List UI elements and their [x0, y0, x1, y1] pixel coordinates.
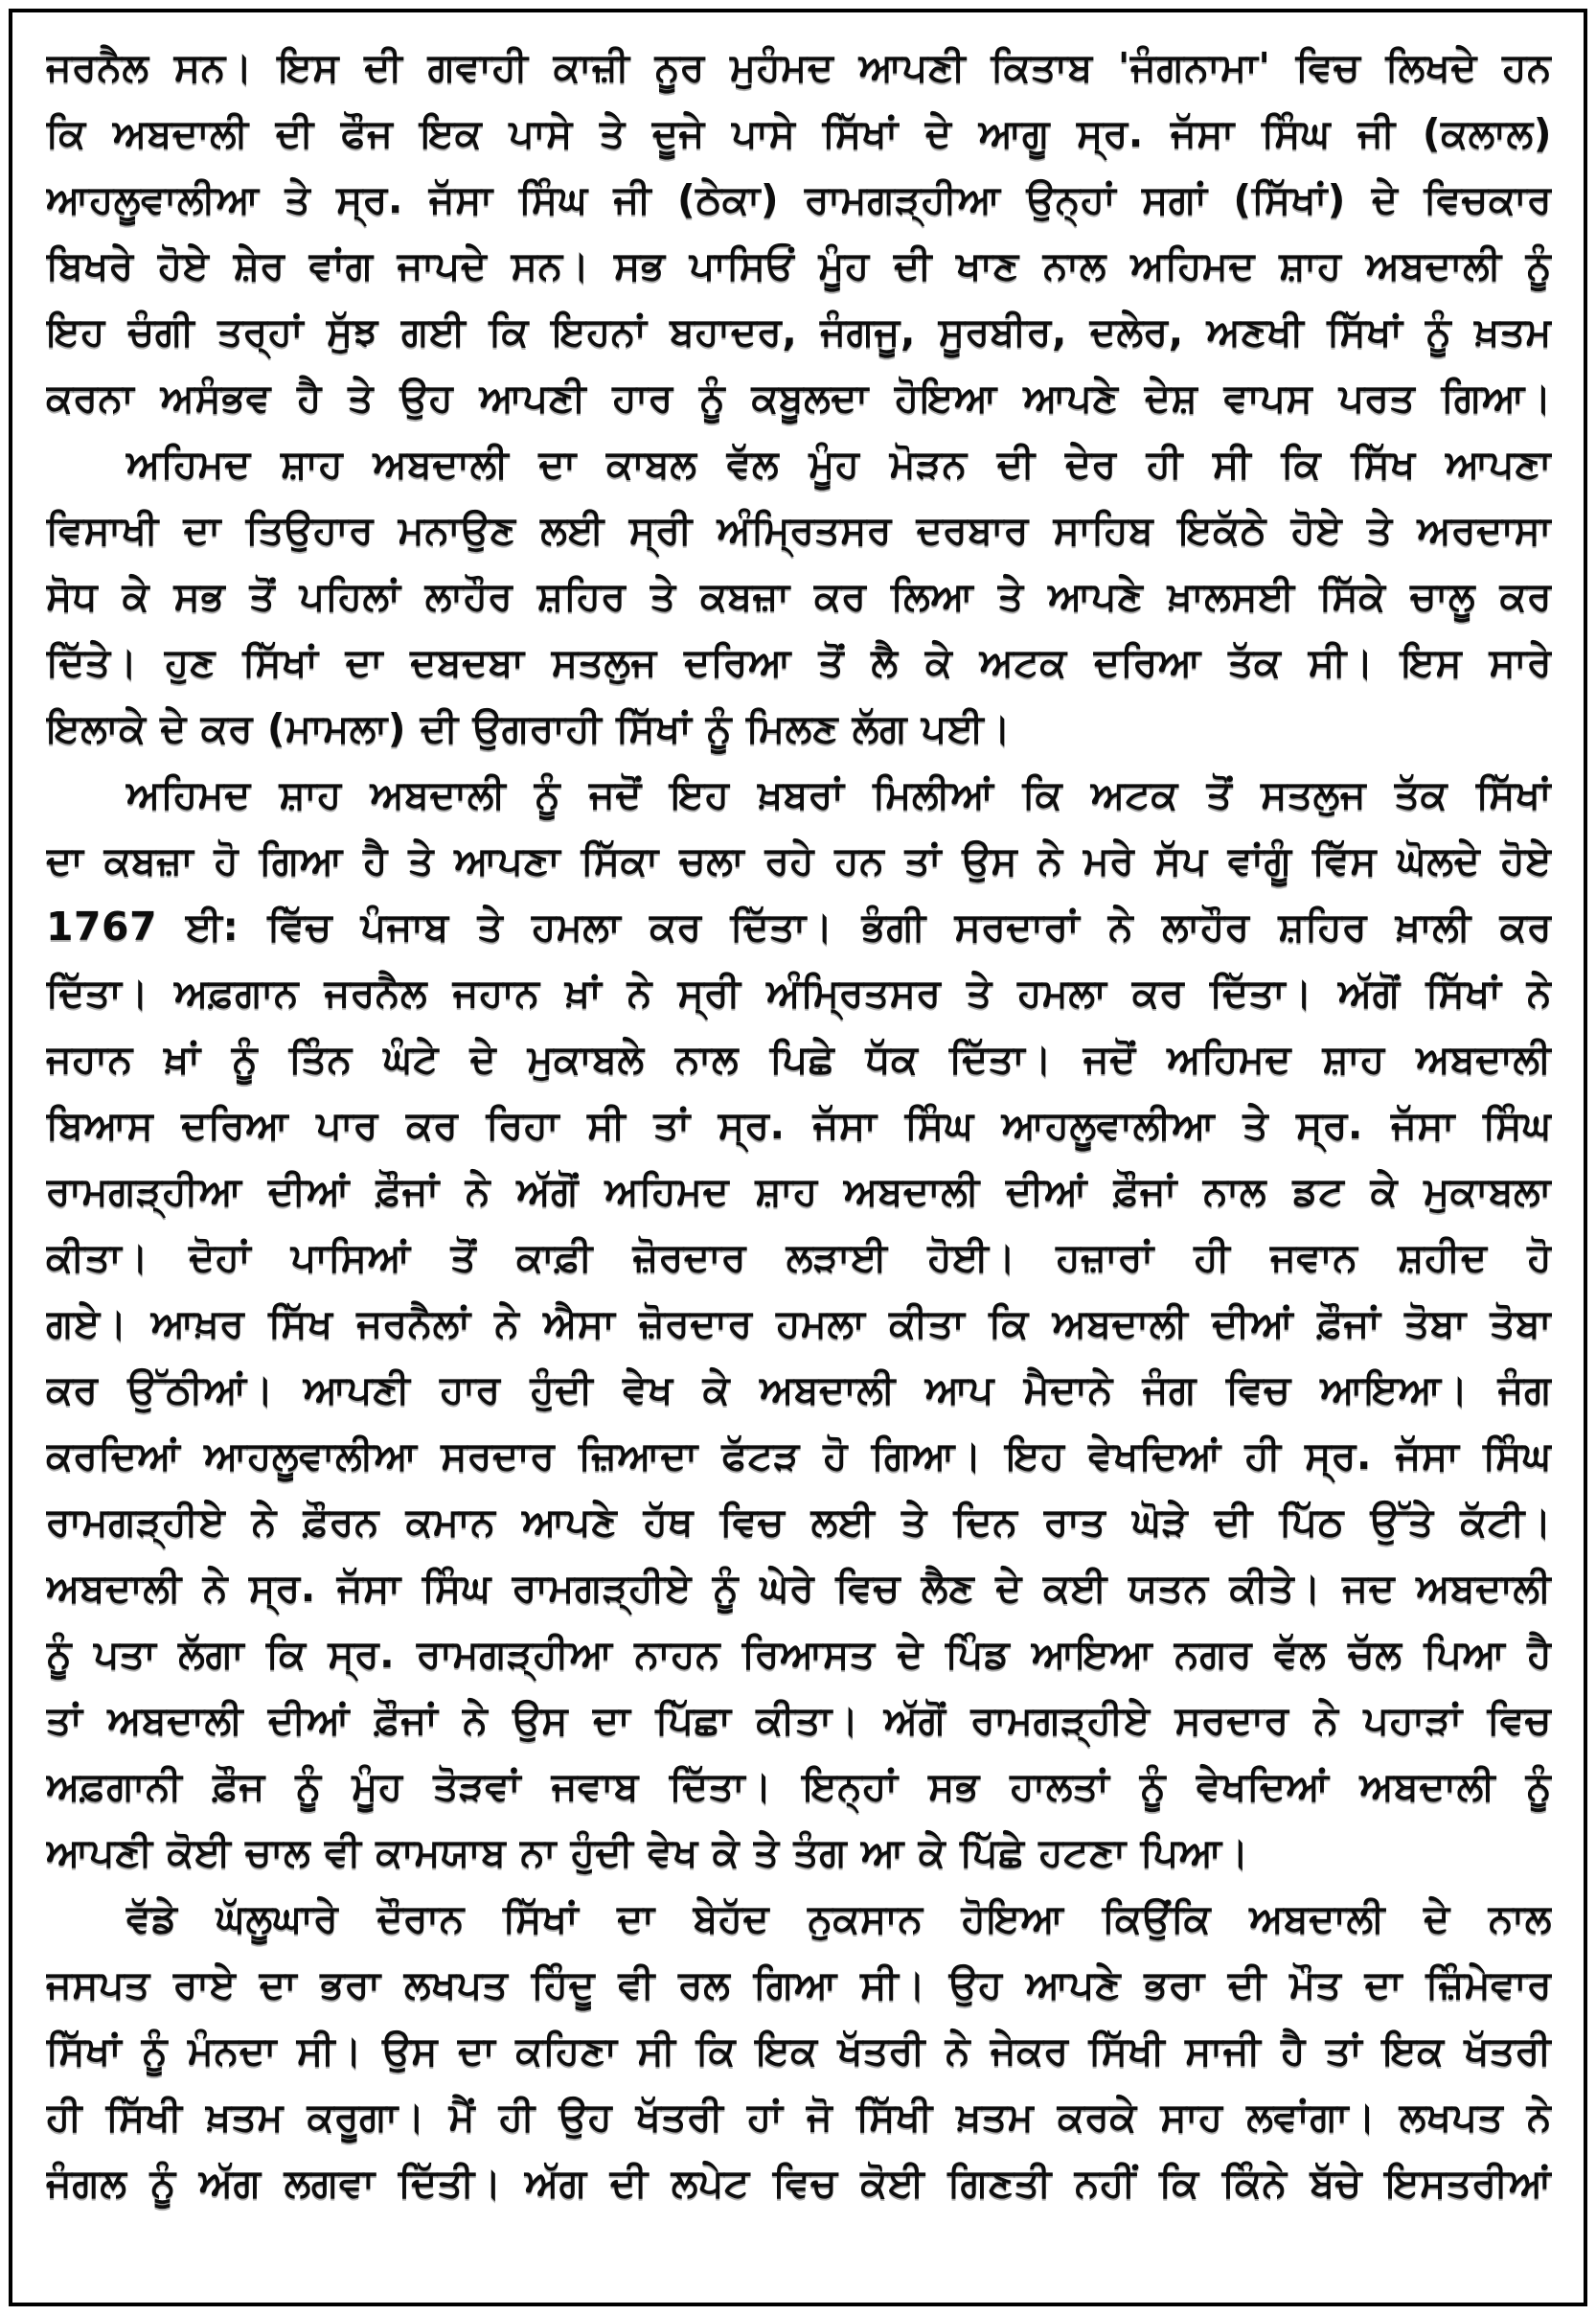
text-line: ਅਬਦਾਲੀ ਨੇ ਸ੍ਰ. ਜੱਸਾ ਸਿੰਘ ਰਾਮਗੜ੍ਹੀਏ ਨੂੰ ਘੇਰੇ ਵਿਚ ਲੈਣ ਦੇ ਕਈ ਯਤਨ ਕੀਤੇ। ਜਦ ਅਬਦਾਲੀ [46, 1565, 1552, 1611]
text-line: ਸਿੱਖਾਂ ਨੂੰ ਮੰਨਦਾ ਸੀ। ਉਸ ਦਾ ਕਹਿਣਾ ਸੀ ਕਿ ਇਕ ਖੱਤਰੀ ਨੇ ਜੇਕਰ ਸਿੱਖੀ ਸਾਜੀ ਹੈ ਤਾਂ ਇਕ ਖੱਤਰੀ [46, 2028, 1552, 2074]
text-line: ਰਾਮਗੜ੍ਹੀਆ ਦੀਆਂ ਫ਼ੌਜਾਂ ਨੇ ਅੱਗੋਂ ਅਹਿਮਦ ਸ਼ਾਹ ਅਬਦਾਲੀ ਦੀਆਂ ਫ਼ੌਜਾਂ ਨਾਲ ਡਟ ਕੇ ਮੁਕਾਬਲਾ [46, 1168, 1552, 1214]
text-line: ਬਿਆਸ ਦਰਿਆ ਪਾਰ ਕਰ ਰਿਹਾ ਸੀ ਤਾਂ ਸ੍ਰ. ਜੱਸਾ ਸਿੰਘ ਆਹਲੂਵਾਲੀਆ ਤੇ ਸ੍ਰ. ਜੱਸਾ ਸਿੰਘ [46, 1102, 1552, 1148]
text-line: 1767 ਈ: ਵਿੱਚ ਪੰਜਾਬ ਤੇ ਹਮਲਾ ਕਰ ਦਿੱਤਾ। ਭੰਗੀ ਸਰਦਾਰਾਂ ਨੇ ਲਾਹੌਰ ਸ਼ਹਿਰ ਖ਼ਾਲੀ ਕਰ [46, 904, 1552, 950]
text-line: ਰਾਮਗੜ੍ਹੀਏ ਨੇ ਫ਼ੌਰਨ ਕਮਾਨ ਆਪਣੇ ਹੱਥ ਵਿਚ ਲਈ ਤੇ ਦਿਨ ਰਾਤ ਘੋੜੇ ਦੀ ਪਿੱਠ ਉੱਤੇ ਕੱਟੀ। [46, 1499, 1552, 1545]
text-line: ਹੀ ਸਿੱਖੀ ਖ਼ਤਮ ਕਰੂਗਾ। ਮੈਂ ਹੀ ਉਹ ਖੱਤਰੀ ਹਾਂ ਜੋ ਸਿੱਖੀ ਖ਼ਤਮ ਕਰਕੇ ਸਾਹ ਲਵਾਂਗਾ। ਲਖਪਤ ਨੇ [46, 2094, 1552, 2140]
text-line: ਦਿੱਤੇ। ਹੁਣ ਸਿੱਖਾਂ ਦਾ ਦਬਦਬਾ ਸਤਲੁਜ ਦਰਿਆ ਤੋਂ ਲੈ ਕੇ ਅਟਕ ਦਰਿਆ ਤੱਕ ਸੀ। ਇਸ ਸਾਰੇ [46, 639, 1552, 685]
text-line: ਸੋਧ ਕੇ ਸਭ ਤੋਂ ਪਹਿਲਾਂ ਲਾਹੌਰ ਸ਼ਹਿਰ ਤੇ ਕਬਜ਼ਾ ਕਰ ਲਿਆ ਤੇ ਆਪਣੇ ਖ਼ਾਲਸਈ ਸਿੱਕੇ ਚਾਲੂ ਕਰ [46, 573, 1552, 619]
text-line: ਆਪਣੀ ਕੋਈ ਚਾਲ ਵੀ ਕਾਮਯਾਬ ਨਾ ਹੁੰਦੀ ਵੇਖ ਕੇ ਤੇ ਤੰਗ ਆ ਕੇ ਪਿੱਛੇ ਹਟਣਾ ਪਿਆ। [46, 1829, 1249, 1875]
text-line: ਜਹਾਨ ਖ਼ਾਂ ਨੂੰ ਤਿੰਨ ਘੰਟੇ ਦੇ ਮੁਕਾਬਲੇ ਨਾਲ ਪਿਛੇ ਧੱਕ ਦਿੱਤਾ। ਜਦੋਂ ਅਹਿਮਦ ਸ਼ਾਹ ਅਬਦਾਲੀ [46, 1036, 1552, 1082]
text-line: ਬਿਖਰੇ ਹੋਏ ਸ਼ੇਰ ਵਾਂਗ ਜਾਪਦੇ ਸਨ। ਸਭ ਪਾਸਿਓਂ ਮੂੰਹ ਦੀ ਖਾਣ ਨਾਲ ਅਹਿਮਦ ਸ਼ਾਹ ਅਬਦਾਲੀ ਨੂੰ [46, 242, 1552, 288]
page-text [46, 34, 1552, 2216]
text-line: ਗਏ। ਆਖ਼ਰ ਸਿੱਖ ਜਰਨੈਲਾਂ ਨੇ ਐਸਾ ਜ਼ੋਰਦਾਰ ਹਮਲਾ ਕੀਤਾ ਕਿ ਅਬਦਾਲੀ ਦੀਆਂ ਫ਼ੌਜਾਂ ਤੋਬਾ ਤੋਬਾ [46, 1300, 1552, 1346]
text-line: ਜੰਗਲ ਨੂੰ ਅੱਗ ਲਗਵਾ ਦਿੱਤੀ। ਅੱਗ ਦੀ ਲਪੇਟ ਵਿਚ ਕੋਈ ਗਿਣਤੀ ਨਹੀਂ ਕਿ ਕਿੰਨੇ ਬੱਚੇ ਇਸਤਰੀਆਂ [46, 2160, 1552, 2206]
text-line: ਵੱਡੇ ਘੱਲੂਘਾਰੇ ਦੌਰਾਨ ਸਿੱਖਾਂ ਦਾ ਬੇਹੱਦ ਨੁਕਸਾਨ ਹੋਇਆ ਕਿਉਂਕਿ ਅਬਦਾਲੀ ਦੇ ਨਾਲ [126, 1895, 1552, 1941]
text-line: ਕਰਦਿਆਂ ਆਹਲੂਵਾਲੀਆ ਸਰਦਾਰ ਜ਼ਿਆਦਾ ਫੱਟੜ ਹੋ ਗਿਆ। ਇਹ ਵੇਖਦਿਆਂ ਹੀ ਸ੍ਰ. ਜੱਸਾ ਸਿੰਘ [46, 1433, 1552, 1478]
text-line: ਕਰਨਾ ਅਸੰਭਵ ਹੈ ਤੇ ਉਹ ਆਪਣੀ ਹਾਰ ਨੂੰ ਕਬੂਲਦਾ ਹੋਇਆ ਆਪਣੇ ਦੇਸ਼ ਵਾਪਸ ਪਰਤ ਗਿਆ। [46, 375, 1552, 421]
text-line: ਕੀਤਾ। ਦੋਹਾਂ ਪਾਸਿਆਂ ਤੋਂ ਕਾਫ਼ੀ ਜ਼ੋਰਦਾਰ ਲੜਾਈ ਹੋਈ। ਹਜ਼ਾਰਾਂ ਹੀ ਜਵਾਨ ਸ਼ਹੀਦ ਹੋ [46, 1234, 1552, 1280]
text-line: ਦਾ ਕਬਜ਼ਾ ਹੋ ਗਿਆ ਹੈ ਤੇ ਆਪਣਾ ਸਿੱਕਾ ਚਲਾ ਰਹੇ ਹਨ ਤਾਂ ਉਸ ਨੇ ਮਰੇ ਸੱਪ ਵਾਂਗੂੰ ਵਿੱਸ ਘੋਲਦੇ ਹੋਏ [46, 837, 1552, 883]
text-line: ਅਫ਼ਗਾਨੀ ਫ਼ੌਜ ਨੂੰ ਮੂੰਹ ਤੋੜਵਾਂ ਜਵਾਬ ਦਿੱਤਾ। ਇਨ੍ਹਾਂ ਸਭ ਹਾਲਤਾਂ ਨੂੰ ਵੇਖਦਿਆਂ ਅਬਦਾਲੀ ਨੂੰ [46, 1763, 1552, 1809]
text-line: ਇਲਾਕੇ ਦੇ ਕਰ (ਮਾਮਲਾ) ਦੀ ਉਗਰਾਹੀ ਸਿੱਖਾਂ ਨੂੰ ਮਿਲਣ ਲੱਗ ਪਈ। [46, 705, 1012, 751]
text-line: ਦਿੱਤਾ। ਅਫ਼ਗਾਨ ਜਰਨੈਲ ਜਹਾਨ ਖ਼ਾਂ ਨੇ ਸ੍ਰੀ ਅੰਮ੍ਰਿਤਸਰ ਤੇ ਹਮਲਾ ਕਰ ਦਿੱਤਾ। ਅੱਗੋਂ ਸਿੱਖਾਂ ਨੇ [46, 970, 1552, 1016]
text-line: ਕਰ ਉੱਠੀਆਂ। ਆਪਣੀ ਹਾਰ ਹੁੰਦੀ ਵੇਖ ਕੇ ਅਬਦਾਲੀ ਆਪ ਮੈਦਾਨੇ ਜੰਗ ਵਿਚ ਆਇਆ। ਜੰਗ [46, 1366, 1552, 1412]
text-line: ਇਹ ਚੰਗੀ ਤਰ੍ਹਾਂ ਸੁੱਝ ਗਈ ਕਿ ਇਹਨਾਂ ਬਹਾਦਰ, ਜੰਗਜੂ, ਸੂਰਬੀਰ, ਦਲੇਰ, ਅਣਖੀ ਸਿੱਖਾਂ ਨੂੰ ਖ਼ਤਮ [46, 309, 1552, 355]
text-line: ਨੂੰ ਪਤਾ ਲੱਗਾ ਕਿ ਸ੍ਰ. ਰਾਮਗੜ੍ਹੀਆ ਨਾਹਨ ਰਿਆਸਤ ਦੇ ਪਿੰਡ ਆਇਆ ਨਗਰ ਵੱਲ ਚੱਲ ਪਿਆ ਹੈ [46, 1631, 1552, 1677]
text-line: ਜਸਪਤ ਰਾਏ ਦਾ ਭਰਾ ਲਖਪਤ ਹਿੰਦੂ ਵੀ ਰਲ ਗਿਆ ਸੀ। ਉਹ ਆਪਣੇ ਭਰਾ ਦੀ ਮੌਤ ਦਾ ਜ਼ਿੰਮੇਵਾਰ [46, 1961, 1552, 2007]
text-line: ਅਹਿਮਦ ਸ਼ਾਹ ਅਬਦਾਲੀ ਨੂੰ ਜਦੋਂ ਇਹ ਖ਼ਬਰਾਂ ਮਿਲੀਆਂ ਕਿ ਅਟਕ ਤੋਂ ਸਤਲੁਜ ਤੱਕ ਸਿੱਖਾਂ [126, 771, 1552, 817]
text-line: ਜਰਨੈਲ ਸਨ। ਇਸ ਦੀ ਗਵਾਹੀ ਕਾਜ਼ੀ ਨੂਰ ਮੁਹੰਮਦ ਆਪਣੀ ਕਿਤਾਬ 'ਜੰਗਨਾਮਾ' ਵਿਚ ਲਿਖਦੇ ਹਨ [46, 44, 1552, 90]
text-line: ਵਿਸਾਖੀ ਦਾ ਤਿਉਹਾਰ ਮਨਾਉਣ ਲਈ ਸ੍ਰੀ ਅੰਮ੍ਰਿਤਸਰ ਦਰਬਾਰ ਸਾਹਿਬ ਇਕੱਠੇ ਹੋਏ ਤੇ ਅਰਦਾਸਾ [46, 507, 1552, 553]
text-line: ਤਾਂ ਅਬਦਾਲੀ ਦੀਆਂ ਫ਼ੌਜਾਂ ਨੇ ਉਸ ਦਾ ਪਿੱਛਾ ਕੀਤਾ। ਅੱਗੋਂ ਰਾਮਗੜ੍ਹੀਏ ਸਰਦਾਰ ਨੇ ਪਹਾੜਾਂ ਵਿਚ [46, 1697, 1552, 1743]
text-line: ਅਹਿਮਦ ਸ਼ਾਹ ਅਬਦਾਲੀ ਦਾ ਕਾਬਲ ਵੱਲ ਮੂੰਹ ਮੋੜਨ ਦੀ ਦੇਰ ਹੀ ਸੀ ਕਿ ਸਿੱਖ ਆਪਣਾ [126, 441, 1552, 487]
text-line: ਕਿ ਅਬਦਾਲੀ ਦੀ ਫੌਜ ਇਕ ਪਾਸੇ ਤੇ ਦੂਜੇ ਪਾਸੇ ਸਿੱਖਾਂ ਦੇ ਆਗੂ ਸ੍ਰ. ਜੱਸਾ ਸਿੰਘ ਜੀ (ਕਲਾਲ) [46, 110, 1552, 156]
text-line: ਆਹਲੂਵਾਲੀਆ ਤੇ ਸ੍ਰ. ਜੱਸਾ ਸਿੰਘ ਜੀ (ਠੇਕਾ) ਰਾਮਗੜ੍ਹੀਆ ਉਨ੍ਹਾਂ ਸਗਾਂ (ਸਿੱਖਾਂ) ਦੇ ਵਿਚਕਾਰ [46, 176, 1552, 222]
